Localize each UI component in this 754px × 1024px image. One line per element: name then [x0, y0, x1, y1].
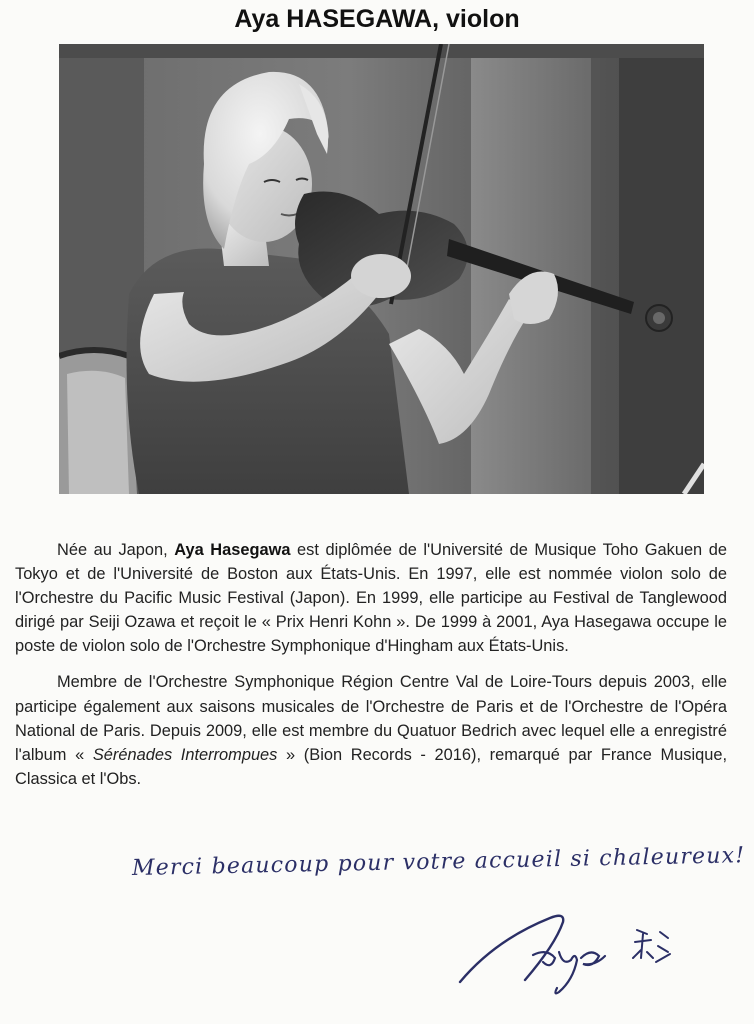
album-title: Sérénades Interrompues	[92, 745, 278, 764]
signature	[455, 900, 695, 1000]
bio-p1-body: est diplômée de l'Université de Musique Toho Gakuen de Tokyo et de l'Université de Boston aux États-Unis. En 1997, elle est nommée violon solo de l'Orchestre du Pacific Music Festival (Japon). En 1999, elle participe au Festival de Tanglewood dirigé par Seiji Ozawa et reçoit le « Prix Henri Kohn ». De 1999 à 2001, Aya Hasegawa occupe le poste de violon solo de l'Orchestre Symphonique d'Hingham aux États-Unis.	[15, 541, 727, 656]
biography	[15, 538, 727, 803]
bio-p1-intro: Née au Japon,	[57, 541, 175, 559]
violinist-photo-illustration	[59, 44, 704, 494]
bio-p2-intro: Membre de l'Orchestre Symphonique Région Centre Val de Loire-Tours depuis 2003, elle participe également aux saisons musicales de l'Orchestre de Paris et de l'Orchestre de l'Opéra National de Paris. Depuis 2009, elle est membre du Quatuor Bedrich avec lequel elle a enregistré l'album «	[15, 673, 727, 764]
bio-name-bold: Aya Hasegawa	[174, 541, 291, 559]
biography-paragraph-2	[15, 670, 727, 790]
bio-p2-body: » (Bion Records - 2016), remarqué par France Musique, Classica et l'Obs.	[15, 745, 728, 788]
violinist-photo	[59, 44, 704, 494]
biography-paragraph-1	[15, 538, 727, 658]
page-title: Aya HASEGAWA, violon	[234, 5, 520, 33]
handwritten-note: Merci beaucoup pour votre accueil si chaleureux!	[131, 843, 746, 881]
